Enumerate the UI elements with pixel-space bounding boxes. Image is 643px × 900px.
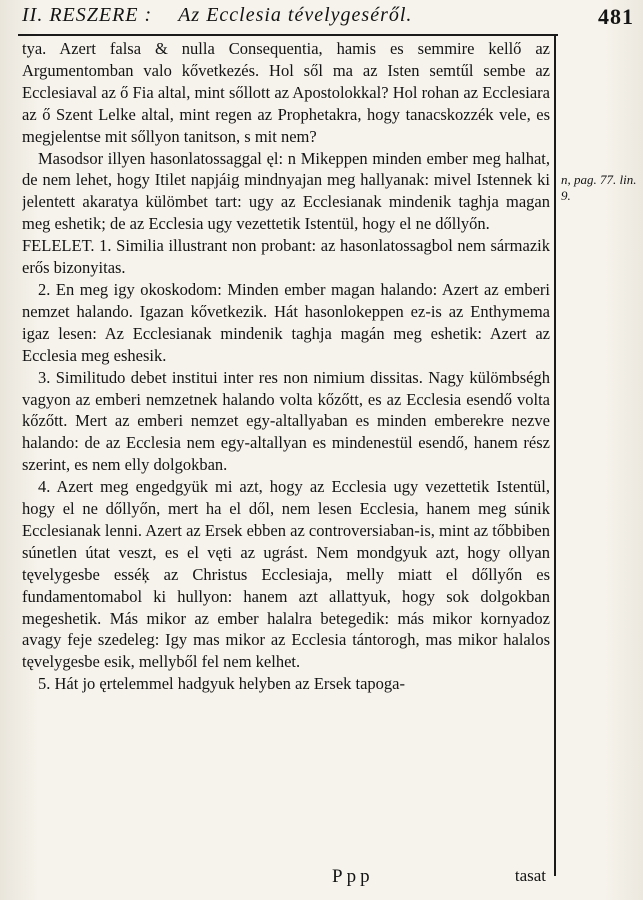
signature-mark: Ppp [332,866,374,887]
paragraph-6: 4. Azert meg engedgyük mi azt, hogy az Ecclesia ugy vezettetik Istentül, hogy el ne dőllyőn, mert ha el dől, nem lesen Ecclesia, hanem meg súnik Ecclesianak lenni. Azert az Ersek ebben az controversiaban-is, mint az tőbbiben súnetlen útat veszt, es el vęti az ugrást. Nem mondgyuk azt, hogy ollyan tęvelygesbe esséķ az Christus Ecclesiaja, melly miatt el dőllyőn es fundamentomabol ki hullyon: hanem azt allattyuk, hogy sok dolgokban megeshetik. Más mikor az ember halalra betegedik: más mikor kornyadoz avagy feje szedeleg: Igy mas mikor az Ecclesia tántorogh, mas mikor halalos tęvelygesbe esik, mellyből fel nem kelhet. [22,477,550,672]
header-part: II. RESZERE : [22,4,153,26]
margin-rule [554,34,556,876]
page-footer [22,866,550,890]
running-header [22,4,642,32]
paragraph-2: Masodsor illyen hasonlatossaggal ęl: n Mikeppen minden ember meg halhat, de nem lehet, hogy Itilet napjáig mindnyajan meg hallyanak: mivel Istennek ki jelentett akaratya külömbet tart: ugy az Ecclesianak mindenik taghja magan meg eshetik; de az Ecclesia ugy vezettetik Istentül, hogy el ne dőllyőn. [22,148,550,234]
paragraph-4: 2. En meg igy okoskodom: Minden ember magan halando: Azert az emberi nemzet halando. Igazan kővetkezik. Hát hasonlokeppen ez-is az Enthymema igaz lesen: Az Ecclesianak mindenik taghja magán meg eshetik: Azert az Ecclesia meg eshesik. [22,279,550,365]
header-title: Az Ecclesia tévelygeséről. [178,4,413,26]
marginal-note: n, pag. 77. lin. 9. [561,172,637,203]
body-text [22,38,550,883]
catchword: tasat [514,866,546,885]
paragraph-1: tya. Azert falsa & nulla Consequentia, hamis es semmire kellő az Argumentomban valo kővetkezés. Hol sől ma az Isten semtűl sembe az Ecclesiaval az ő Fia altal, mint sőllott az Apostolokkal? Hol rohan az Ecclesiara az ő Szent Lelke altal, mint regen az Prophetakra, hogy tanacskozzék vele, es megjelentse mit sőllyon tanitson, s mit nem? [22,39,550,146]
page-number: 481 [598,4,634,29]
header-rule [18,34,558,36]
paragraph-7: 5. Hát jo ęrtelemmel hadgyuk helyben az Ersek tapoga- [38,674,405,694]
paragraph-3: FELELET. 1. Similia illustrant non probant: az hasonlatossagbol nem sármazik erős bizonyitas. [22,236,550,278]
paragraph-5: 3. Similitudo debet institui inter res non nimium dissitas. Nagy külömbségh vagyon az emberi nemzetnek halando volta kőzőtt, es az Ecclesia esendő volta kőzőtt. Mert az emberi nemzet egy-altallyaban es minden emberekre nezve halando: de az Ecclesia nem egy-altallyan es mindenestül esendő, hanem rész szerint, es nem elly dolgokban. [22,367,550,475]
